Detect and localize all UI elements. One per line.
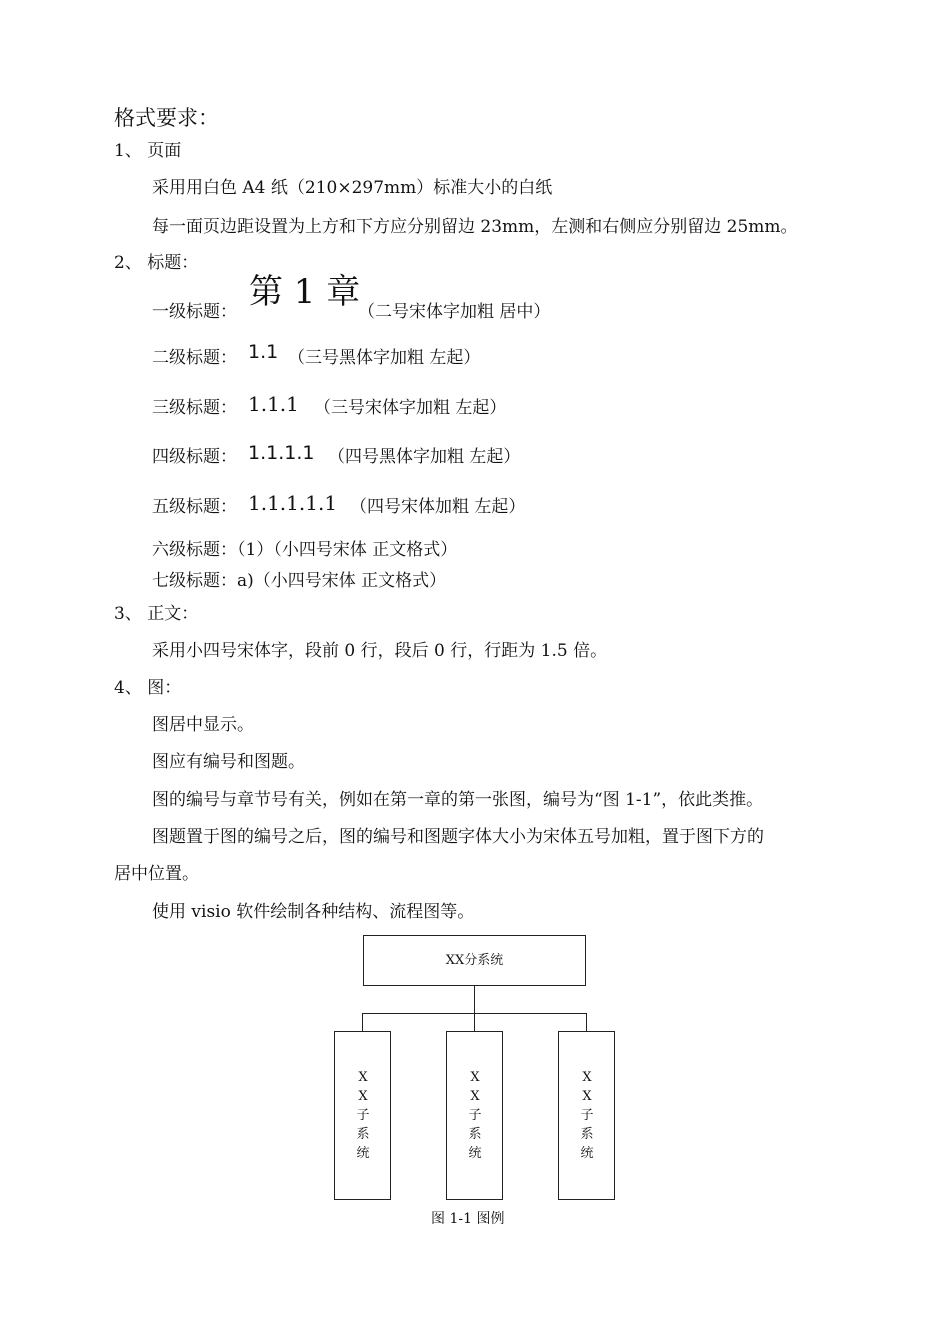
figure-rule-2: 图应有编号和图题。 [152, 752, 305, 772]
section-3-label: 3、 正文： [114, 604, 199, 624]
page-heading: 格式要求： [114, 106, 219, 130]
figure-rule-4-cont: 居中位置。 [114, 864, 199, 884]
level-1-sample: 第 1 章 [249, 272, 361, 312]
level-4-sample: 1.1.1.1 [248, 442, 315, 464]
section-2-label: 2、 标题： [114, 253, 199, 273]
figure-rule-5: 使用 visio 软件绘制各种结构、流程图等。 [152, 902, 475, 922]
level-7-text: 七级标题：a)（小四号宋体 正文格式） [152, 571, 447, 591]
connector-left [362, 1013, 363, 1032]
figure-rule-3: 图的编号与章节号有关，例如在第一章的第一张图，编号为“图 1-1”，依此类推。 [152, 790, 764, 810]
level-4-label: 四级标题： [152, 447, 237, 467]
level-3-sample: 1.1.1 [248, 392, 299, 416]
figure-rule-4: 图题置于图的编号之后，图的编号和图题字体大小为宋体五号加粗，置于图下方的 [152, 827, 764, 847]
level-6-text: 六级标题：（1）（小四号宋体 正文格式） [152, 540, 458, 560]
level-5-note: （四号宋体加粗 左起） [350, 497, 526, 517]
section-4-label: 4、 图： [114, 678, 182, 698]
level-4-note: （四号黑体字加粗 左起） [328, 447, 521, 467]
level-2-note: （三号黑体字加粗 左起） [288, 348, 481, 368]
top-box-label: XX分系统 [445, 953, 504, 968]
body-text-format: 采用小四号宋体字，段前 0 行，段后 0 行，行距为 1.5 倍。 [152, 641, 608, 661]
section-1-label: 1、 页面 [114, 141, 182, 161]
connector-mid [474, 1013, 475, 1032]
level-3-note: （三号宋体字加粗 左起） [314, 398, 507, 418]
level-2-label: 二级标题： [152, 348, 237, 368]
level-3-label: 三级标题： [152, 398, 237, 418]
level-5-label: 五级标题： [152, 497, 237, 517]
level-1-label: 一级标题： [152, 302, 237, 322]
sub-box-2-label: X X 子 系 统 [468, 1070, 482, 1161]
paper-size-text: 采用用白色 A4 纸（210×297mm）标准大小的白纸 [152, 178, 553, 198]
level-5-sample: 1.1.1.1.1 [248, 491, 338, 515]
margin-text: 每一面页边距设置为上方和下方应分别留边 23mm，左测和右侧应分别留边 25mm。 [152, 217, 798, 237]
figure-rule-1: 图居中显示。 [152, 715, 254, 735]
sub-box-3-label: X X 子 系 统 [580, 1070, 594, 1161]
figure-caption: 图 1-1 图例 [431, 1211, 505, 1227]
sub-box-1-label: X X 子 系 统 [356, 1070, 370, 1161]
connector-trunk [474, 986, 475, 1014]
connector-right [586, 1013, 587, 1032]
level-2-sample: 1.1 [248, 341, 279, 363]
level-1-note: （二号宋体字加粗 居中） [358, 302, 551, 322]
